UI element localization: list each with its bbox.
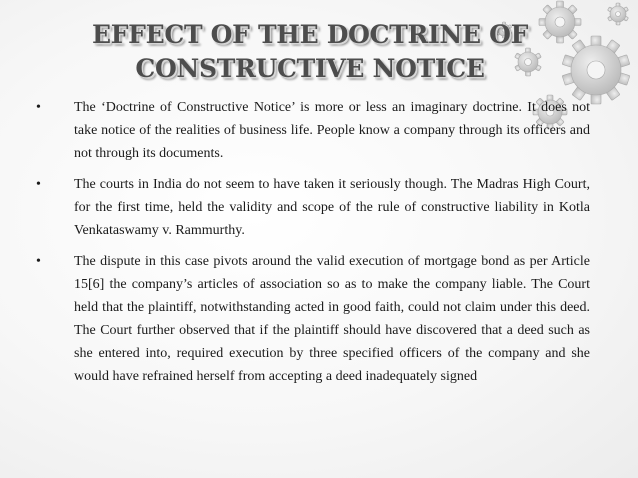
bullet-marker: •	[36, 254, 41, 269]
bullet-point	[34, 173, 590, 242]
bullet-text: The dispute in this case pivots around the valid execution of mortgage bond as per Article 15[6] the company’s articles of association so as to make the company liable. The Court held that the plaintiff, notwithstanding acted in good faith, could not claim under this deed. The Court further observed that if the plaintiff should have discovered that a deed such as she entered into, required execution by three specified officers of the company and she would have refrained herself from accepting a deed inadequately signed	[74, 254, 590, 384]
bullet-point	[34, 96, 590, 165]
bullet-text: The ‘Doctrine of Constructive Notice’ is more or less an imaginary doctrine. It does not take notice of the realities of business life. People know a company through its officers and not through its documents.	[74, 100, 590, 161]
bullet-list	[34, 96, 590, 396]
bullet-point	[34, 250, 590, 388]
slide-title-line-1: EFFECT OF THE DOCTRINE OF	[91, 20, 529, 49]
bullet-marker: •	[36, 100, 41, 115]
bullet-text: The courts in India do not seem to have taken it seriously though. The Madras High Court, for the first time, held the validity and scope of the rule of constructive liability in Kotla Venkataswamy v. Rammurthy.	[74, 177, 590, 238]
slide-title	[60, 18, 560, 86]
slide-title-line-2: CONSTRUCTIVE NOTICE	[135, 54, 485, 83]
bullet-marker: •	[36, 177, 41, 192]
